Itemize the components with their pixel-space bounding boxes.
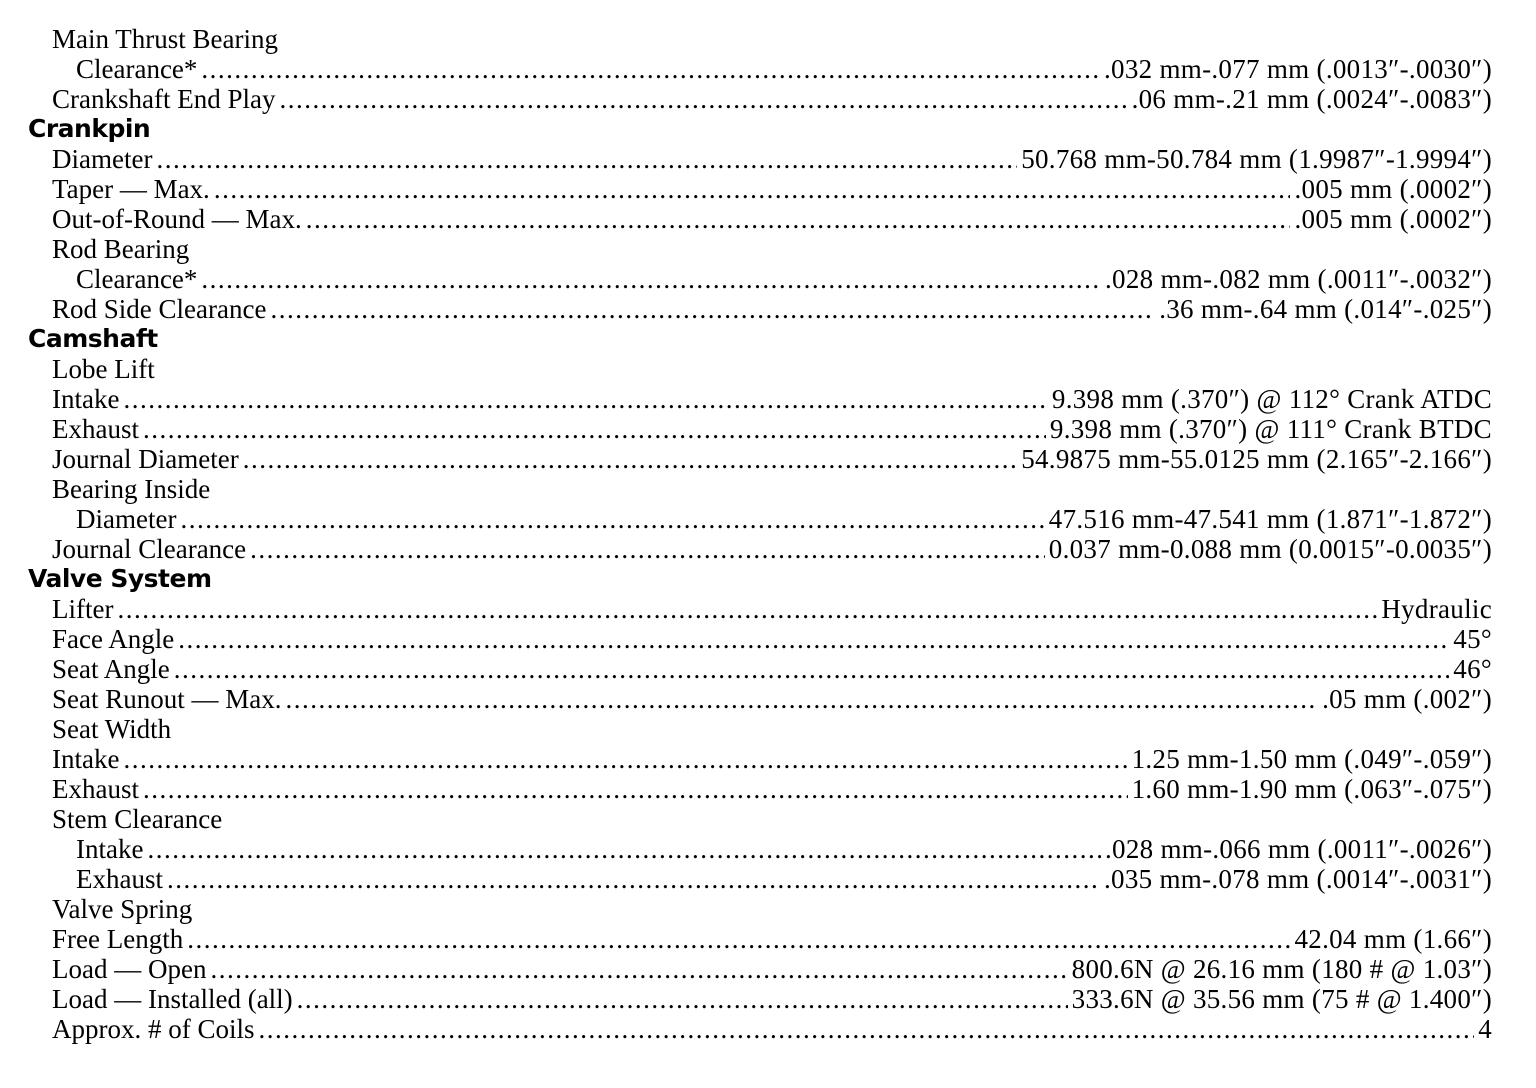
spec-row [0,744,1492,774]
spec-value: 46° [1453,654,1492,684]
spec-row [0,654,1492,684]
spec-row [0,54,1492,84]
dot-leader [156,144,1017,174]
spec-row [0,84,1492,114]
spec-label: Clearance* [76,264,198,294]
spec-value: .05 mm (.002″) [1322,684,1492,714]
dot-leader [123,384,1047,414]
spec-value: .032 mm-.077 mm (.0013″-.0030″) [1103,54,1492,84]
spec-label: Intake [76,834,144,864]
spec-label: Seat Angle [52,654,170,684]
spec-label: Intake [52,744,120,774]
spec-subheading [0,234,1492,264]
spec-label: Rod Side Clearance [52,294,267,324]
spec-value: .028 mm-.066 mm (.0011″-.0026″) [1104,834,1492,864]
spec-label: Exhaust [76,864,163,894]
spec-row [0,954,1492,984]
spec-label: Face Angle [52,624,175,654]
spec-label: Seat Runout — Max. [52,684,282,714]
spec-label: Free Length [52,924,184,954]
section-heading-crankpin [0,114,1520,144]
dot-leader [210,954,1067,984]
spec-row [0,864,1492,894]
spec-subheading [0,24,1492,54]
spec-row [0,684,1492,714]
spec-row [0,924,1492,954]
spec-label: Lobe Lift [52,354,155,384]
spec-value: 0.037 mm-0.088 mm (0.0015″-0.0035″) [1048,534,1492,564]
section-heading-text: Crankpin [28,114,151,143]
spec-label: Journal Clearance [52,534,247,564]
section-heading-text: Valve System [28,564,212,593]
spec-label: Taper — Max. [52,174,210,204]
dot-leader [143,414,1046,444]
spec-value: 50.768 mm-50.784 mm (1.9987″-1.9994″) [1021,144,1492,174]
spec-label: Intake [52,384,120,414]
spec-row [0,414,1492,444]
dot-leader [117,594,1377,624]
spec-subheading [0,804,1492,834]
spec-subheading [0,894,1492,924]
spec-row [0,174,1492,204]
spec-sheet [0,24,1536,1044]
spec-label: Seat Width [52,714,172,744]
section-heading-camshaft [0,324,1520,354]
spec-row [0,624,1492,654]
spec-row [0,534,1492,564]
spec-subheading [0,474,1492,504]
spec-label: Bearing Inside [52,474,211,504]
spec-value: 42.04 mm (1.66″) [1294,924,1492,954]
spec-row [0,984,1492,1014]
spec-value: .005 mm (.0002″) [1294,174,1492,204]
spec-value: 9.398 mm (.370″) @ 111° Crank BTDC [1049,414,1492,444]
dot-leader [201,54,1100,84]
spec-value: 1.25 mm-1.50 mm (.049″-.059″) [1131,744,1492,774]
dot-leader [180,504,1044,534]
spec-label: Diameter [76,504,177,534]
spec-label: Diameter [52,144,153,174]
spec-value: .06 mm-.21 mm (.0024″-.0083″) [1131,84,1492,114]
dot-leader [123,744,1127,774]
spec-value: 1.60 mm-1.90 mm (.063″-.075″) [1131,774,1492,804]
spec-value: Hydraulic [1381,594,1492,624]
dot-leader [178,624,1449,654]
spec-value: 333.6N @ 35.56 mm (75 # @ 1.400″) [1071,984,1492,1014]
spec-label: Crankshaft End Play [52,84,276,114]
spec-label: Clearance* [76,54,198,84]
dot-leader [243,444,1018,474]
dot-leader [286,684,1319,714]
dot-leader [147,834,1101,864]
dot-leader [259,1014,1475,1044]
spec-label: Lifter [52,594,114,624]
dot-leader [174,654,1450,684]
spec-value: .36 mm-.64 mm (.014″-.025″) [1159,294,1492,324]
section-heading-valve-system [0,564,1520,594]
spec-label: Approx. # of Coils [52,1014,255,1044]
spec-label: Out-of-Round — Max. [52,204,302,234]
spec-row [0,384,1492,414]
spec-value: 4 [1478,1014,1492,1044]
spec-row [0,504,1492,534]
dot-leader [167,864,1100,894]
dot-leader [187,924,1290,954]
spec-row [0,204,1492,234]
spec-label: Main Thrust Bearing [52,24,278,54]
spec-value: 54.9875 mm-55.0125 mm (2.165″-2.166″) [1021,444,1492,474]
section-heading-text: Camshaft [28,324,158,353]
dot-leader [201,264,1101,294]
spec-value: .035 mm-.078 mm (.0014″-.0031″) [1103,864,1492,894]
spec-row [0,264,1492,294]
dot-leader [279,84,1127,114]
dot-leader [270,294,1155,324]
spec-subheading [0,354,1492,384]
spec-label: Stem Clearance [52,804,223,834]
spec-row [0,594,1492,624]
spec-value: 800.6N @ 26.16 mm (180 # @ 1.03″) [1071,954,1492,984]
spec-row [0,834,1492,864]
spec-label: Exhaust [52,414,139,444]
dot-leader [306,204,1291,234]
spec-label: Exhaust [52,774,139,804]
dot-leader [297,984,1068,1014]
spec-row [0,444,1492,474]
spec-row [0,144,1492,174]
spec-label: Valve Spring [52,894,193,924]
spec-value: 45° [1453,624,1492,654]
dot-leader [143,774,1128,804]
spec-label: Rod Bearing [52,234,190,264]
spec-value: 47.516 mm-47.541 mm (1.871″-1.872″) [1048,504,1492,534]
spec-subheading [0,714,1492,744]
spec-row [0,1014,1492,1044]
dot-leader [214,174,1291,204]
dot-leader [250,534,1045,564]
spec-label: Journal Diameter [52,444,239,474]
spec-value: .028 mm-.082 mm (.0011″-.0032″) [1104,264,1492,294]
spec-value: .005 mm (.0002″) [1294,204,1492,234]
spec-row [0,294,1492,324]
spec-row [0,774,1492,804]
spec-label: Load — Installed (all) [52,984,293,1014]
spec-label: Load — Open [52,954,207,984]
spec-value: 9.398 mm (.370″) @ 112° Crank ATDC [1051,384,1492,414]
